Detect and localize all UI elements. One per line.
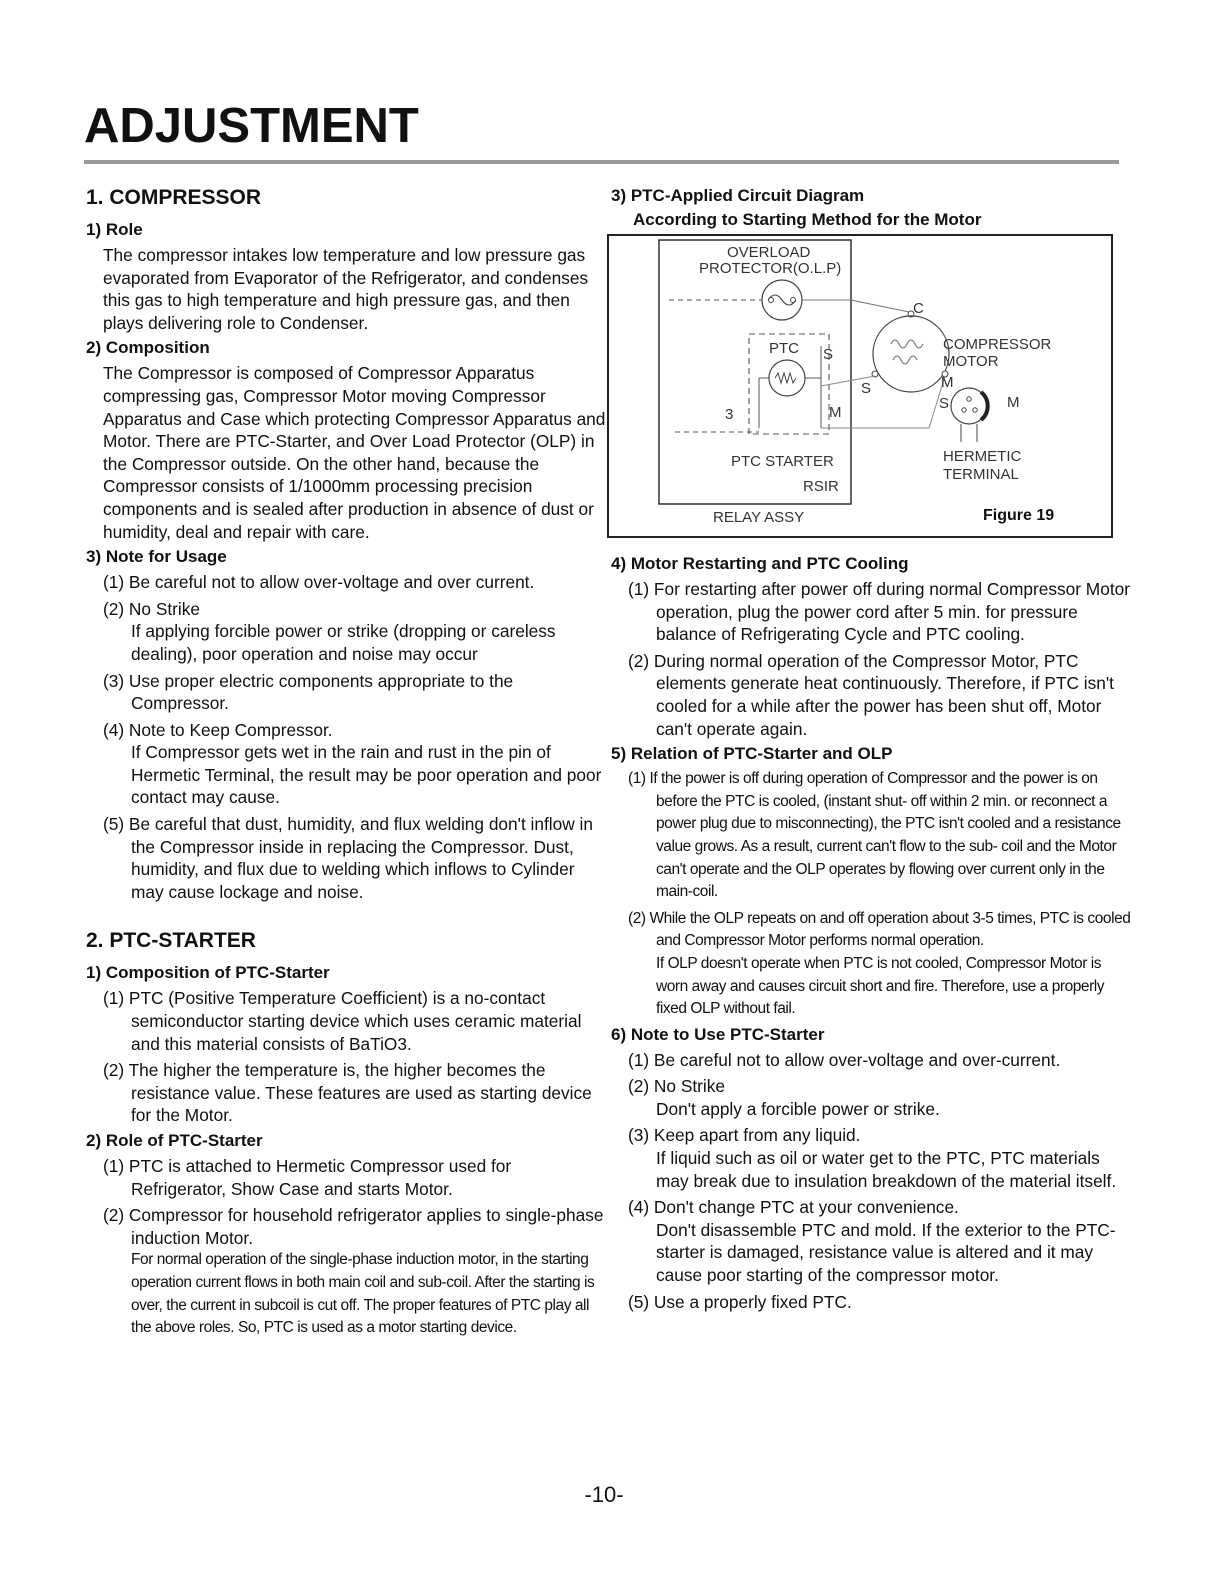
relation-item: (2) While the OLP repeats on and off operation about 3-5 times, PTC is cooled and Compressor Motor performs normal operation. If OLP doesn't operate when PTC is not cooled, Compressor Motor is worn away and causes circuit short and fire. Therefore, use a properly fixed OLP without fail. <box>628 909 1131 1018</box>
ptc-role-title: 2) Role of PTC-Starter <box>86 1131 263 1150</box>
title-divider <box>84 160 1119 164</box>
circuit-diagram <box>607 234 1113 538</box>
compressor-composition-title: 2) Composition <box>86 338 210 358</box>
figure-caption: Figure 19 <box>983 507 1055 524</box>
olp-label-1: OVERLOAD <box>727 244 811 261</box>
usage-item: (1) Be careful not to allow over-voltage and over current. <box>103 572 535 593</box>
m-terminal-label: M <box>1007 394 1020 411</box>
m-relay-label: M <box>829 404 842 421</box>
ptc-composition-item: (1) PTC (Positive Temperature Coefficient) is a no-contact semiconductor starting device which uses ceramic material and this material consists of BaTiO3. <box>103 988 582 1054</box>
usage-item: (2) No Strike If applying forcible power or strike (dropping or careless dealing), poor operation and noise may occur <box>103 598 556 664</box>
compressor-label-1: COMPRESSOR <box>943 336 1052 353</box>
ptc-composition-title: 1) Composition of PTC-Starter <box>86 963 330 983</box>
usage-item: (5) Be careful that dust, humidity, and flux welding don't inflow in the Compressor inside in replacing the Compressor. Dust, humidity, and flux due to welding which inflows to Cylinder may cause lockage and noise. <box>103 814 593 902</box>
ptc-role-item: (1) PTC is attached to Hermetic Compressor used for Refrigerator, Show Case and starts Motor. <box>103 1156 512 1199</box>
compressor-motor-symbol <box>873 316 949 392</box>
restart-item: (1) For restarting after power off during normal Compressor Motor operation, plug the power cord after 5 min. for pressure balance of Refrigerating Cycle and PTC cooling. <box>628 579 1130 645</box>
ptc-label: PTC <box>769 340 799 357</box>
restart-item: (2) During normal operation of the Compressor Motor, PTC elements generate heat continuously. Therefore, if PTC isn't cooled for a while after the power has been shut off, Motor can't operate again. <box>628 650 1114 739</box>
left-column <box>86 180 606 1344</box>
olp-label-2: PROTECTOR(O.L.P) <box>699 260 842 277</box>
rsir-label: RSIR <box>803 478 839 495</box>
circuit-title: 3) PTC-Applied Circuit Diagram <box>611 186 865 205</box>
ptc-role-note: For normal operation of the single-phase induction motor, in the starting operation current flows in both main coil and sub-coil. After the starting is over, the current in subcoil is cut off. The proper features of PTC play all the above roles. So, PTC is used as a motor starting device. <box>131 1251 595 1337</box>
usage-item: (3) Use proper electric components appropriate to the Compressor. <box>103 670 514 714</box>
hermetic-label-2: TERMINAL <box>943 466 1019 483</box>
c-label: C <box>913 300 924 317</box>
ptc-symbol <box>769 360 805 396</box>
page-title: ADJUSTMENT <box>84 99 419 153</box>
note-ptc-item: (3) Keep apart from any liquid. If liquid such as oil or water get to the PTC, PTC materials may break due to insulation breakdown of the material itself. <box>628 1125 1117 1191</box>
s-relay-label: S <box>823 346 834 363</box>
compressor-heading: 1. COMPRESSOR <box>86 186 262 209</box>
right-column <box>611 180 1131 1317</box>
note-ptc-item: (5) Use a properly fixed PTC. <box>628 1291 852 1312</box>
relation-title: 5) Relation of PTC-Starter and OLP <box>611 744 893 764</box>
s-motor-label: S <box>861 380 872 397</box>
page-number: -10- <box>584 1482 624 1507</box>
ptc-composition-item: (2) The higher the temperature is, the higher becomes the resistance value. These features are used as starting device for the Motor. <box>103 1060 592 1126</box>
restart-title: 4) Motor Restarting and PTC Cooling <box>611 554 909 573</box>
ptc-role-item: (2) Compressor for household refrigerator applies to single-phase induction Motor. For normal operation of the single-phase induction motor, in the starting operation current flows in both main coil and sub-coil. After the starting is over, the current in subcoil is cut off. The proper features of PTC play all the above roles. So, PTC is used as a motor starting device. <box>131 1204 606 1340</box>
ptc-heading: 2. PTC-STARTER <box>86 929 256 953</box>
compressor-label-2: MOTOR <box>943 353 999 370</box>
usage-item: (4) Note to Keep Compressor. If Compressor gets wet in the rain and rust in the pin of Hermetic Terminal, the result may be poor operation and poor contact may cause. <box>103 719 602 808</box>
m-motor-label: M <box>941 374 954 391</box>
usage-title: 3) Note for Usage <box>86 547 227 567</box>
hermetic-label-1: HERMETIC <box>943 448 1022 465</box>
compressor-role-text: The compressor intakes low temperature and low pressure gas evaporated from Evaporator of the Refrigerator, and condenses this gas to high temperature and high pressure gas, and then plays delivering role to Condenser. <box>103 245 589 333</box>
relay-assy-label: RELAY ASSY <box>713 509 805 526</box>
circuit-drawing <box>609 236 1111 536</box>
compressor-role-title: 1) Role <box>86 220 143 239</box>
relation-item: (1) If the power is off during operation of Compressor and the power is on before the PTC is cooled, (instant shut- off within 2 min. or reconnect a power plug due to misconnecting), the PTC isn't cooled and a resistance value grows. As a result, current can't flow to the sub- coil and the Motor can't operate and the OLP operates by flowing over current only in the main-coil. <box>628 770 1121 901</box>
circuit-subtitle: According to Starting Method for the Motor <box>633 210 982 229</box>
note-ptc-item: (2) No Strike Don't apply a forcible power or strike. <box>628 1076 940 1119</box>
note-ptc-item: (4) Don't change PTC at your convenience. Don't disassemble PTC and mold. If the exterior to the PTC-starter is damaged, resistance value is altered and it may cause poor starting of the compressor motor. <box>628 1197 1116 1286</box>
note-ptc-item: (1) Be careful not to allow over-voltage and over-current. <box>628 1049 1061 1070</box>
ptc-starter-label: PTC STARTER <box>731 453 834 470</box>
compressor-composition-text: The Compressor is composed of Compressor Apparatus compressing gas, Compressor Motor moving Compressor Apparatus and Case which protecting Compressor Apparatus and Motor. There are PTC-Starter, and Over Load Protector (OLP) in the Compressor outside. On the other hand, because the Compressor consists of 1/1000mm processing precision components and is sealed after production in absence of dust or humidity, deal and repair with care. <box>103 363 606 542</box>
note-ptc-title: 6) Note to Use PTC-Starter <box>611 1024 825 1044</box>
three-label: 3 <box>725 406 734 423</box>
s-terminal-label: S <box>939 395 950 412</box>
